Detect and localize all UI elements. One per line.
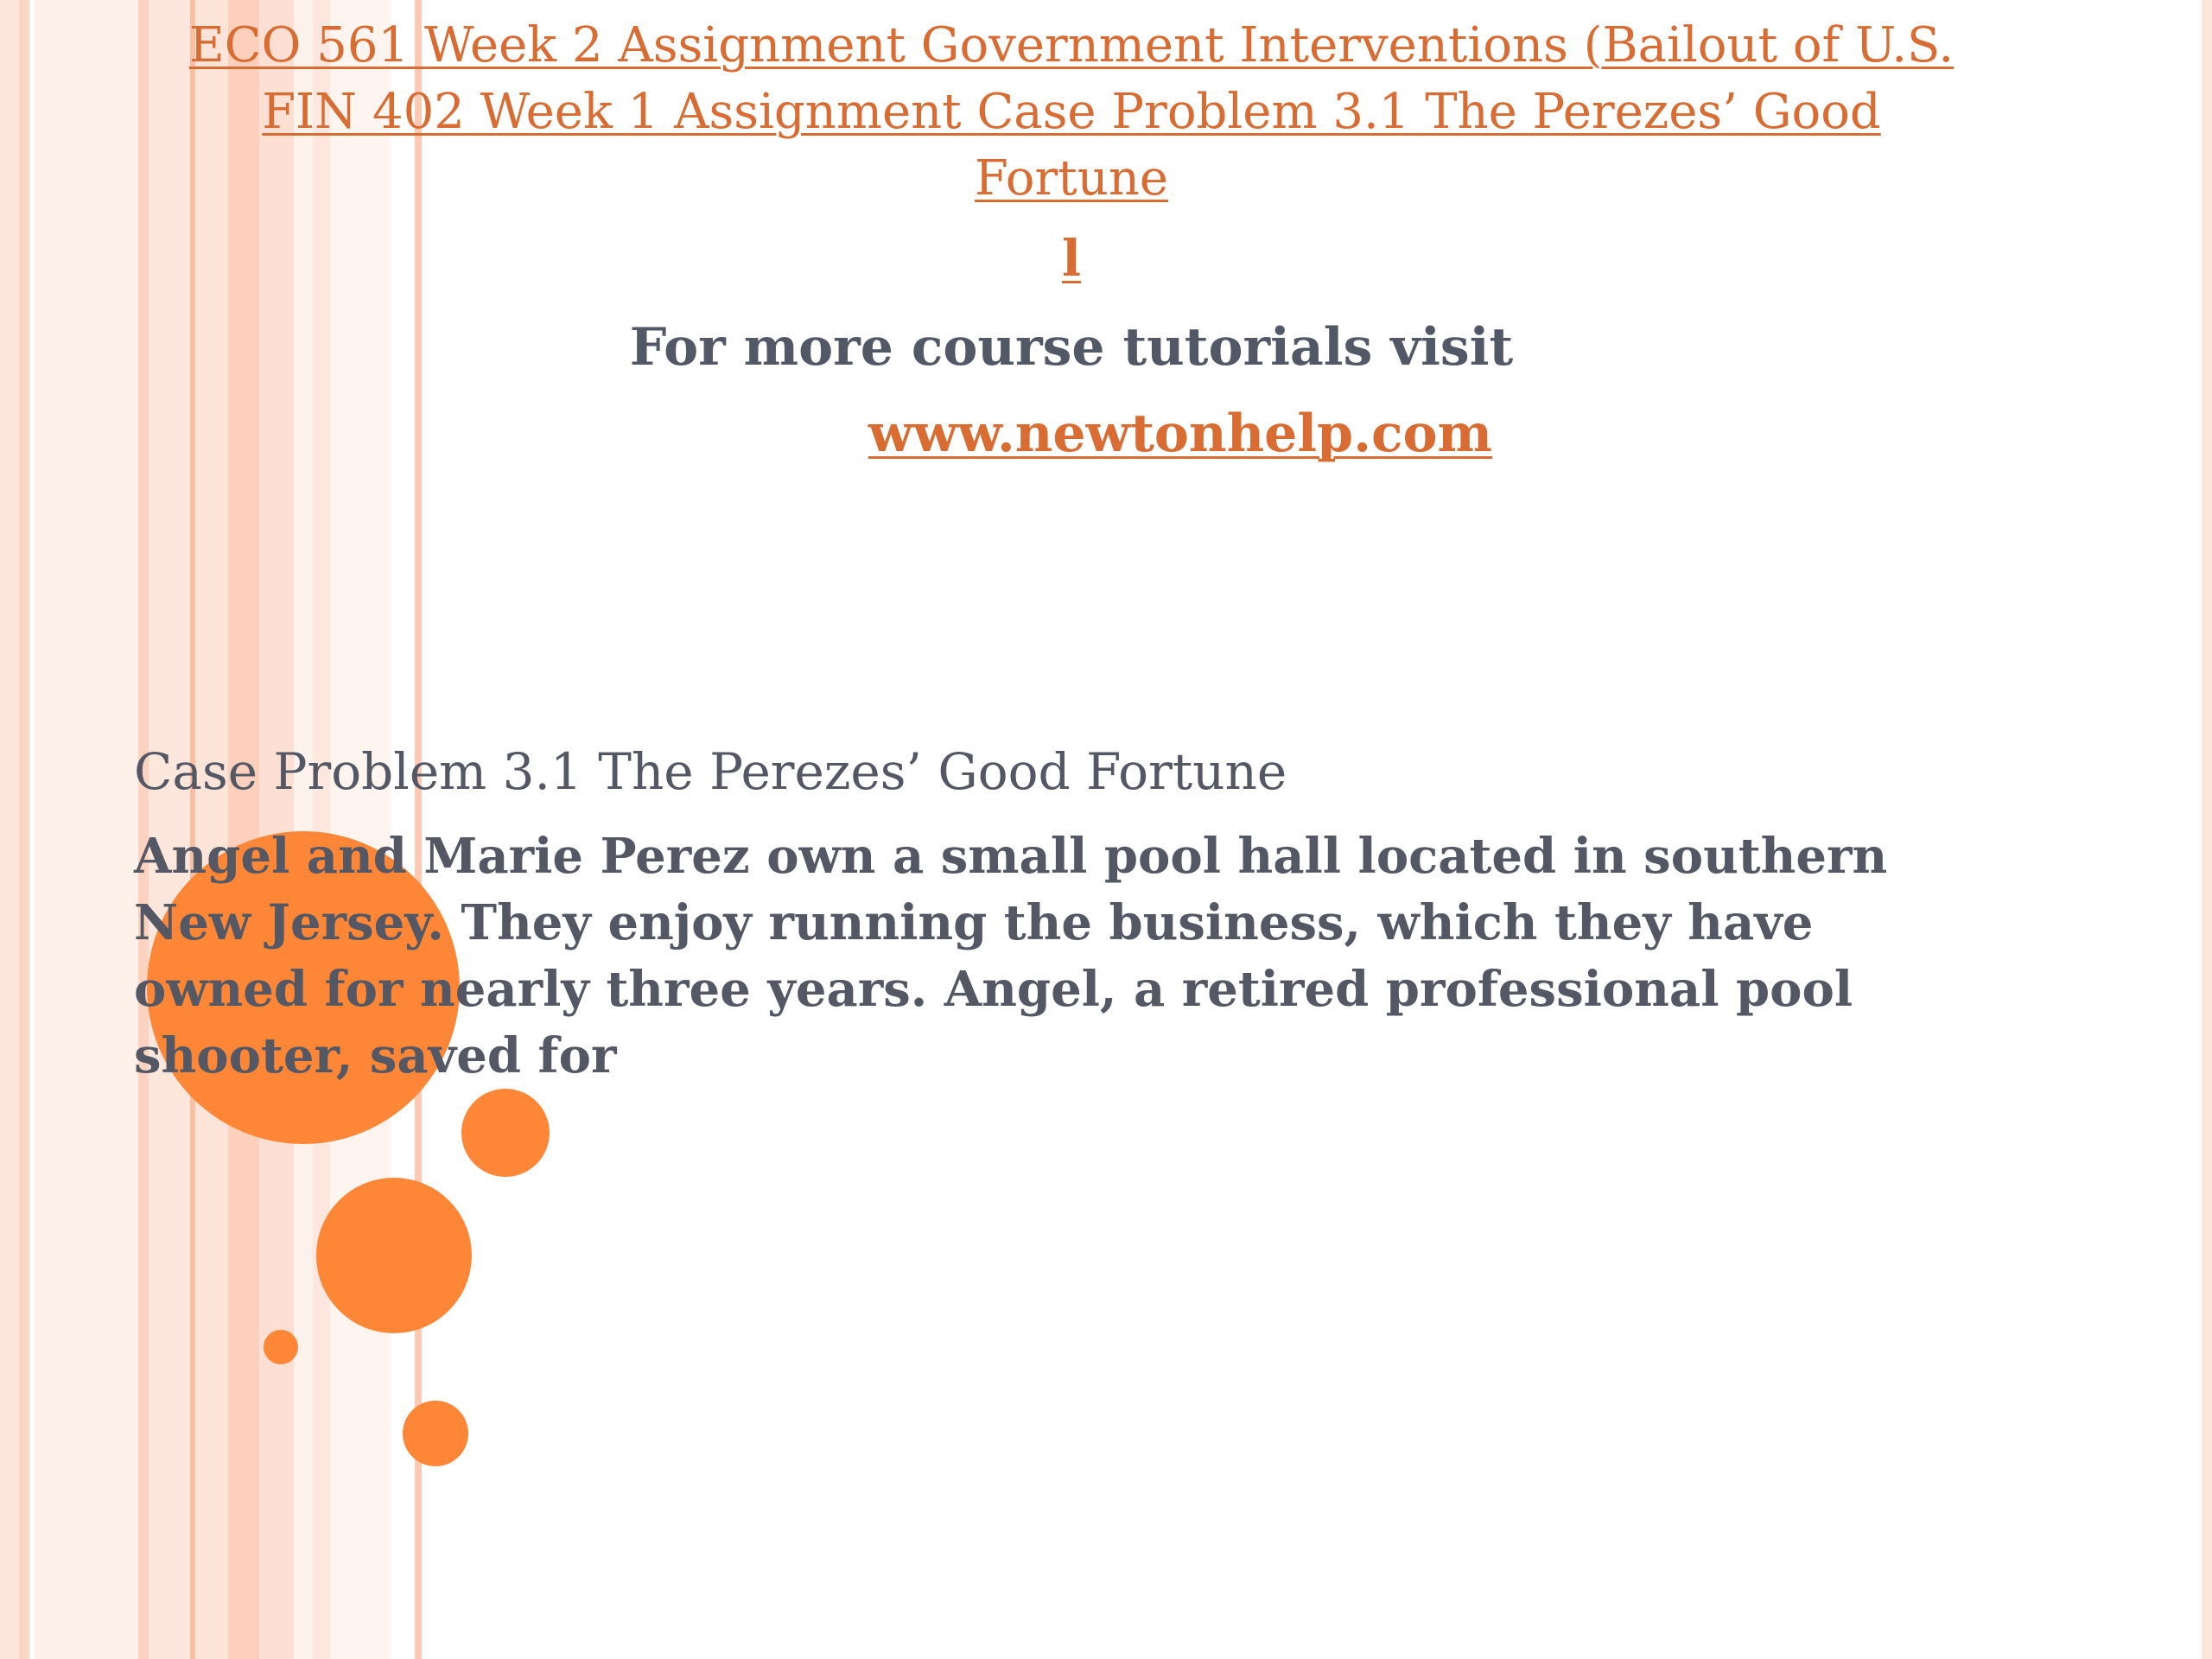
fin402-assignment-link-continued[interactable]: Fortune	[974, 150, 1169, 207]
body-line: Angel and Marie Perez own a small pool hall located in southern	[134, 828, 1888, 885]
decorative-circle	[461, 1089, 550, 1177]
visit-text: For more course tutorials visit	[629, 317, 1514, 378]
body-line: New Jersey. They enjoy running the business, which they have	[134, 894, 1814, 951]
decorative-circle	[403, 1401, 468, 1466]
decorative-circle	[316, 1178, 472, 1333]
case-body	[134, 823, 2035, 1090]
single-char-link[interactable]: l	[1061, 229, 1082, 288]
eco561-assignment-link[interactable]: ECO 561 Week 2 Assignment Government Interventions (Bailout of U.S.	[188, 17, 1955, 73]
body-line: shooter, saved for	[134, 1027, 617, 1084]
decorative-stripe	[0, 0, 19, 1659]
decorative-circle	[264, 1330, 298, 1364]
decorative-stripe	[35, 0, 138, 1659]
case-heading: Case Problem 3.1 The Perezes’ Good Fortune	[134, 742, 1287, 801]
body-line: owned for nearly three years. Angel, a retired professional pool	[134, 961, 1853, 1018]
decorative-stripe	[19, 0, 29, 1659]
fin402-assignment-link[interactable]: FIN 402 Week 1 Assignment Case Problem 3.1 The Perezes’ Good	[262, 84, 1881, 140]
decorative-stripe	[2202, 0, 2212, 1659]
site-link[interactable]: www.newtonhelp.com	[868, 404, 1493, 464]
header-block	[130, 12, 2013, 293]
